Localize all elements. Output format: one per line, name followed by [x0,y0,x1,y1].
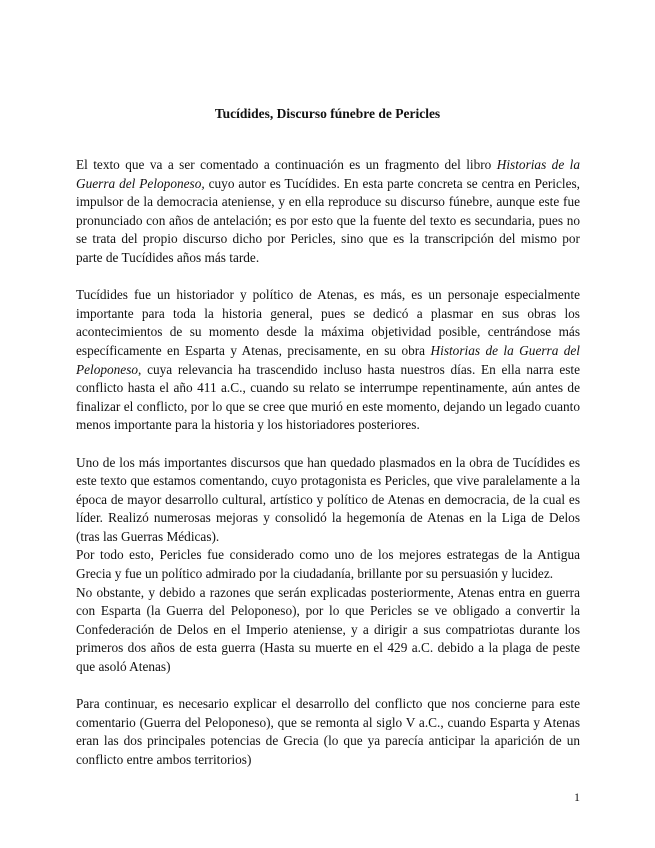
paragraph-tucidides [76,286,580,435]
page-number: 1 [574,790,580,804]
paragraph-text: cuyo autor es Tucídides. En esta parte concreta se centra en Pericles, impulsor de la democracia ateniense, y en ella reproduce su discurso fúnebre, aunque este fue pronunciado con años de antelación; es por esto que la fuente del texto es secundaria, pues no se trata del propio discurso dicho por Pericles, sino que es la transcripción del mismo por parte de Tucídides años más tarde. [76,175,581,265]
paragraph-continuar: Para continuar, es necesario explicar el desarrollo del conflicto que nos concierne para este comentario (Guerra del Peloponeso), que se remonta al siglo V a.C., cuando Esparta y Atenas eran las dos principales potencias de Grecia (lo que ya parecía anticipar la aparición de un conflicto entre ambos territorios) [76,696,580,767]
paragraph-text: El texto que va a ser comentado a continuación es un fragmento del libro [76,157,497,172]
document-title: Tucídides, Discurso fúnebre de Pericles [214,106,441,121]
paragraph-intro [76,156,580,268]
book-title-italic: Historias de la Guerra del Peloponeso [76,342,581,377]
paragraph-discurso: Uno de los más importantes discursos que han quedado plasmados en la obra de Tucídides es este texto que estamos comentando, cuyo protagonista es Pericles, que vive paralelamente a la época de mayor desarrollo cultural, artístico y político de Atenas en democracia, de la cual es líder. Realizó numerosas mejoras y consolidó la hegemonía de Atenas en la Liga de Delos (tras las Guerras Médicas). [76,454,580,544]
paragraph-text: Tucídides fue un historiador y político de Atenas, es más, es un personaje especialmente importante para toda la historia general, pues se dedicó a plasmar en sus obras los acontecimientos de su momento desde la máxima objetividad posible, centrándose más específicamente en Esparta y Atenas, precisamente, en su obra [76,287,580,358]
document-body [76,156,580,770]
book-title-italic: Historias de la Guerra del Peloponeso, [76,157,580,191]
paragraph-pericles: Por todo esto, Pericles fue considerado como uno de los mejores estrategas de la Antigua Grecia y fue un político admirado por la ciudadanía, brillante por su persuasión y lucidez. [76,547,580,582]
paragraph-guerra: No obstante, y debido a razones que serán explicadas posteriormente, Atenas entra en guerra con Esparta (la Guerra del Peloponeso), por lo que Pericles se ve obligado a convertir la Confederación de Delos en el Imperio ateniense, y a dirigir a sus compatriotas durante los primeros dos años de esta guerra (Hasta su muerte en el 429 a.C. debido a la plaga de peste que asoló Atenas) [76,584,580,675]
paragraph-text: , cuya relevancia ha trascendido incluso hasta nuestros días. En ella narra este conflicto hasta el año 411 a.C., cuando su relato se interrumpe repentinamente, aún antes de finalizar el conflicto, por lo que se cree que murió en este momento, dejando un legado cuanto menos importante para la historia y los historiadores posteriores. [76,361,580,433]
